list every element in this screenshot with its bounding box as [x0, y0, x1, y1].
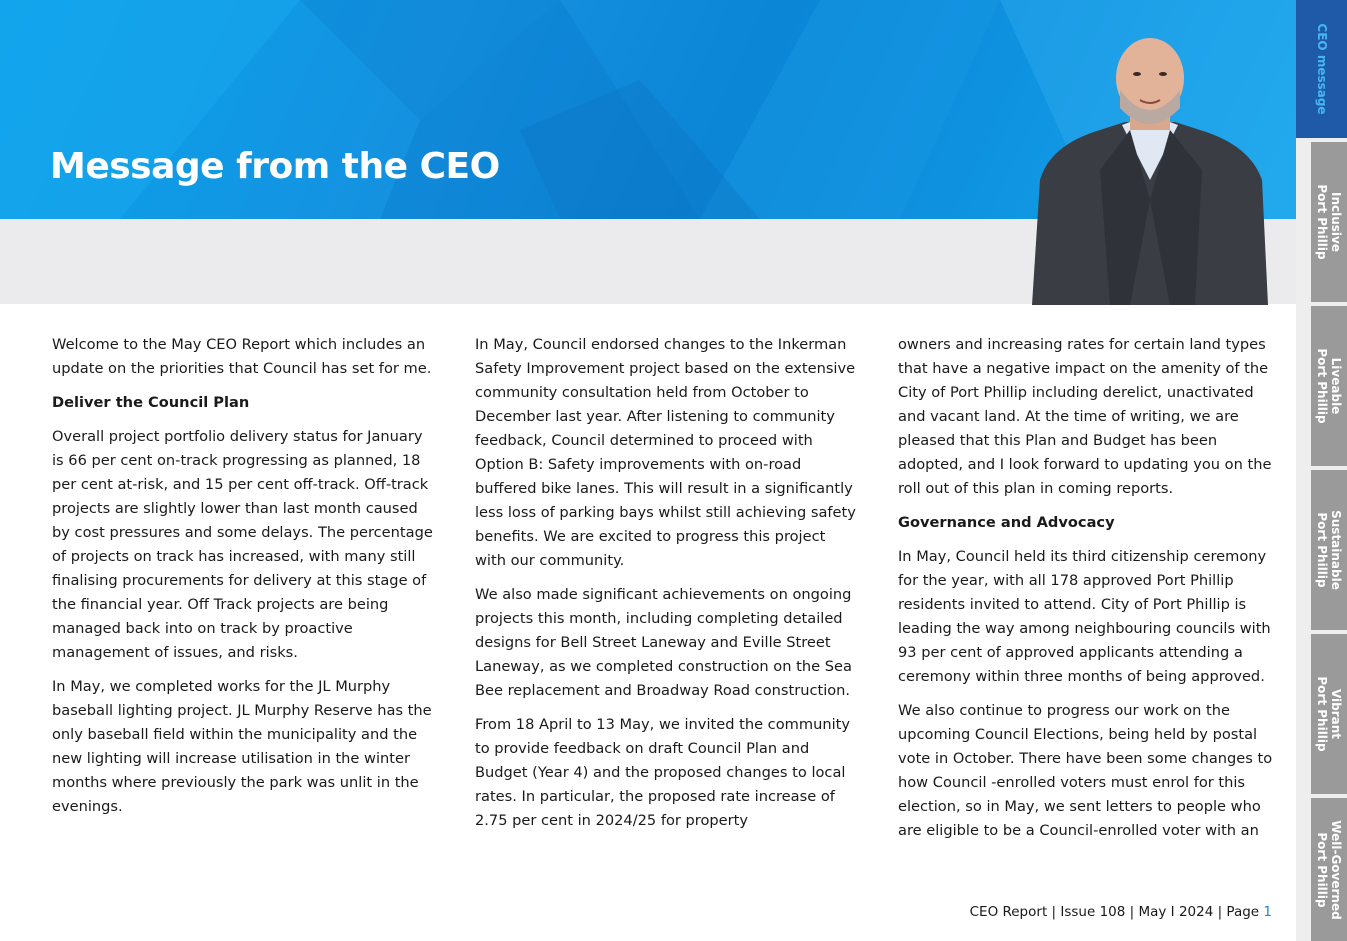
tab-sublabel: Port Phillip [1315, 676, 1329, 752]
paragraph: We also made significant achievements on ongoing projects this month, including completing detailed designs for Bell Street Laneway and Eville Street Laneway, as we completed construction on the Sea Bee replacement and Broadway Road construction. [475, 586, 852, 699]
tab-inclusive-port-phillip[interactable] [1311, 142, 1347, 302]
text-column-3 [898, 333, 1280, 853]
tab-label: Vibrant [1329, 688, 1343, 740]
paragraph: In May, we completed works for the JL Murphy baseball lighting project. JL Murphy Reserve has the only baseball field within the municipality and the new lighting will increase utilisation in the winter months where previously the park was unlit in the evenings. [52, 678, 432, 815]
text-column-2 [475, 333, 857, 843]
tab-ceo-message[interactable] [1296, 0, 1347, 138]
section-sidebar [1296, 0, 1347, 941]
ceo-portrait-image [1030, 30, 1270, 305]
paragraph: In May, Council endorsed changes to the Inkerman Safety Improvement project based on the extensive community consultation held from October to December last year. After listening to community feedback, Council determined to proceed with Option B: Safety improvements with on-road buffered bike lanes. This will result in a significantly less loss of parking bays whilst still achieving safety benefits. We are excited to progress this project with our community. [475, 336, 856, 569]
paragraph: owners and increasing rates for certain land types that have a negative impact on the amenity of the City of Port Phillip including derelict, unactivated and vacant land. At the time of writing, we are pleased that this Plan and Budget has been adopted, and I look forward to updating you on the roll out of this plan in coming reports. [898, 336, 1272, 497]
tab-label: Inclusive [1329, 191, 1343, 252]
page-footer [970, 904, 1272, 920]
tab-sublabel: Port Phillip [1315, 184, 1329, 260]
paragraph: Overall project portfolio delivery status for January is 66 per cent on-track progressing as planned, 18 per cent at-risk, and 15 per cent off-track. Off-track projects are slightly lower than last month caused by cost pressures and some delays. The percentage of projects on track has increased, with many still finalising procurements for delivery at this stage of the financial year. Off Track projects are being managed back into on track by proactive management of issues, and risks. [52, 428, 433, 661]
section-heading: Deliver the Council Plan [52, 394, 250, 411]
tab-vibrant-port-phillip[interactable] [1311, 634, 1347, 794]
page-number: 1 [1263, 904, 1272, 920]
tab-label: Well-Governed [1329, 819, 1343, 920]
tab-liveable-port-phillip[interactable] [1311, 306, 1347, 466]
paragraph: In May, Council held its third citizenship ceremony for the year, with all 178 approved Port Phillip residents invited to attend. City of Port Phillip is leading the way among neighbouring councils with 93 per cent of approved applicants attending a ceremony within three months of being approved. [898, 548, 1271, 685]
paragraph: Welcome to the May CEO Report which includes an update on the priorities that Council has set for me. [52, 336, 432, 377]
tab-sustainable-port-phillip[interactable] [1311, 470, 1347, 630]
tab-well-governed-port-phillip[interactable] [1311, 798, 1347, 941]
paragraph: From 18 April to 13 May, we invited the community to provide feedback on draft Council Plan and Budget (Year 4) and the proposed changes to local rates. In particular, the proposed rate increase of 2.75 per cent in 2024/25 for property [475, 716, 850, 829]
tab-label: Sustainable [1329, 510, 1343, 590]
tab-sublabel: Port Phillip [1315, 348, 1329, 424]
page-title: Message from the CEO [50, 146, 500, 187]
text-column-1 [52, 333, 434, 829]
section-heading: Governance and Advocacy [898, 514, 1115, 531]
paragraph: We also continue to progress our work on the upcoming Council Elections, being held by postal vote in October. There have been some changes to how Council -enrolled voters must enrol for this election, so in May, we sent letters to people who are eligible to be a Council-enrolled voter with an [898, 702, 1273, 839]
tab-label: Liveable [1329, 357, 1343, 415]
tab-label: CEO message [1314, 23, 1329, 115]
tab-sublabel: Port Phillip [1315, 831, 1329, 908]
tab-sublabel: Port Phillip [1315, 512, 1329, 588]
footer-text: CEO Report | Issue 108 | May I 2024 | Page [969, 904, 1264, 920]
